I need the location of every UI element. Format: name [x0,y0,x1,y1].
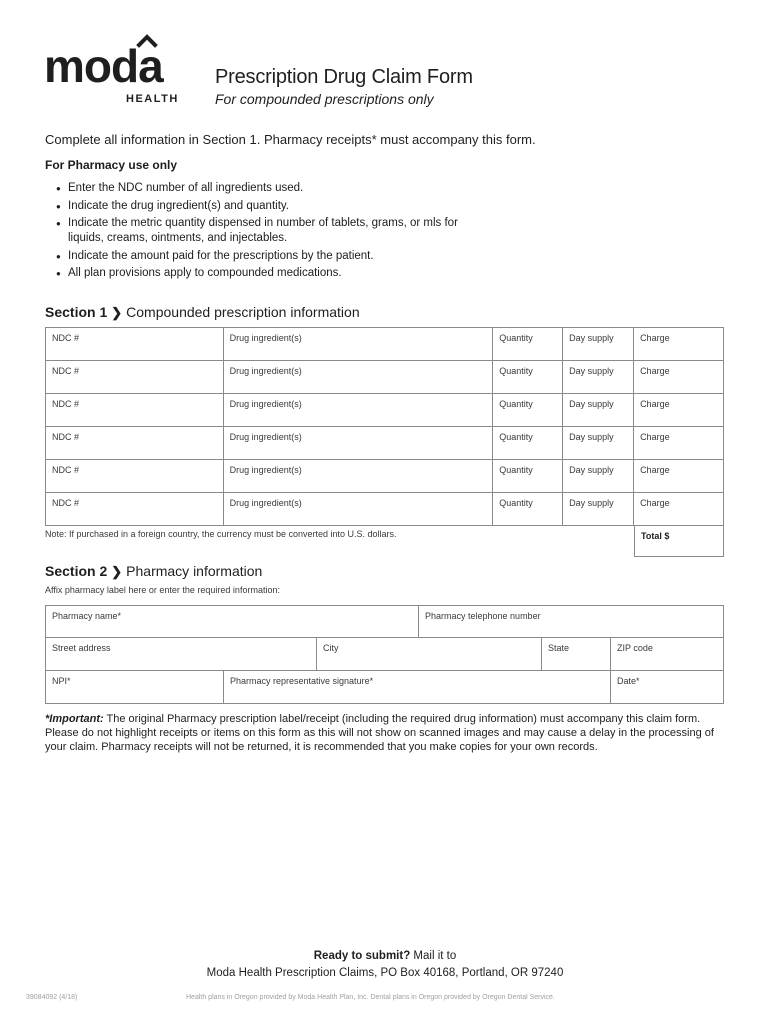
section-1-heading [45,304,360,321]
day-supply-cell[interactable]: Day supply [563,460,634,493]
table-row [46,394,724,427]
currency-note: Note: If purchased in a foreign country, the currency must be converted into U.S. dollars. [45,529,397,539]
pharmacy-use-heading: For Pharmacy use only [45,158,178,172]
chevron-right-icon: ❯ [111,564,123,579]
ready-to-submit [0,950,770,962]
drug-ingredient-cell[interactable]: Drug ingredient(s) [223,394,493,427]
quantity-cell[interactable]: Quantity [493,493,563,526]
instruction-item: ● All plan provisions apply to compounded medications. [56,266,476,281]
date-field[interactable]: Date* [610,670,724,704]
ready-label: Ready to submit? [313,950,411,962]
quantity-cell[interactable]: Quantity [493,361,563,394]
quantity-cell[interactable]: Quantity [493,427,563,460]
logo-word: moda [44,40,163,92]
day-supply-cell[interactable]: Day supply [563,361,634,394]
charge-cell[interactable]: Charge [634,394,724,427]
pharmacy-name-field[interactable]: Pharmacy name* [45,605,419,638]
mailing-address: Moda Health Prescription Claims, PO Box 40168, Portland, OR 97240 [206,967,564,979]
ndc-cell[interactable]: NDC # [46,328,224,361]
ndc-cell[interactable]: NDC # [46,361,224,394]
charge-cell[interactable]: Charge [634,328,724,361]
quantity-cell[interactable]: Quantity [493,460,563,493]
page-title: Prescription Drug Claim Form [215,66,473,88]
table-row [46,427,724,460]
ready-text: Mail it to [410,950,457,962]
important-text: The original Pharmacy prescription label/receipt (including the required drug information) must accompany this claim form. Please do not highlight receipts or items on this form as this will not show on scanned images and may cause a delay in the processing of your claim. Pharmacy receipts will not be returned, it is recommended that you make copies for your own records. [45,713,714,753]
street-address-field[interactable]: Street address [45,637,317,671]
section-1-title: Compounded prescription information [126,304,360,320]
instruction-item: ● Indicate the amount paid for the prescriptions by the patient. [56,249,476,264]
signature-field[interactable]: Pharmacy representative signature* [223,670,611,704]
table-row [46,493,724,526]
charge-cell[interactable]: Charge [634,427,724,460]
logo-sub: HEALTH [126,93,179,105]
quantity-cell[interactable]: Quantity [493,328,563,361]
section-2-number: Section 2 [45,563,108,579]
charge-cell[interactable]: Charge [634,361,724,394]
zip-code-field[interactable]: ZIP code [610,637,724,671]
intro-text: Complete all information in Section 1. Pharmacy receipts* must accompany this form. [45,132,536,147]
section-1-number: Section 1 [45,304,108,320]
drug-ingredient-cell[interactable]: Drug ingredient(s) [223,328,493,361]
pharmacy-instructions [56,181,476,284]
day-supply-cell[interactable]: Day supply [563,493,634,526]
quantity-cell[interactable]: Quantity [493,394,563,427]
ndc-cell[interactable]: NDC # [46,427,224,460]
total-field[interactable]: Total $ [634,525,724,557]
drug-ingredient-cell[interactable]: Drug ingredient(s) [223,493,493,526]
instruction-item: ● Indicate the drug ingredient(s) and quantity. [56,199,476,214]
compounded-prescription-table [45,327,724,526]
footer-disclaimer: Health plans in Oregon provided by Moda Health Plan, Inc. Dental plans in Oregon provided by Oregon Dental Service. [186,994,555,1001]
section-2-title: Pharmacy information [126,563,263,579]
important-label: *Important: [45,713,104,725]
drug-ingredient-cell[interactable]: Drug ingredient(s) [223,361,493,394]
page-subtitle: For compounded prescriptions only [215,91,434,107]
form-code: 39084092 (4/18) [26,994,78,1001]
table-row [46,460,724,493]
day-supply-cell[interactable]: Day supply [563,328,634,361]
ndc-cell[interactable]: NDC # [46,394,224,427]
chevron-right-icon: ❯ [111,305,123,320]
moda-health-logo [44,34,184,106]
npi-field[interactable]: NPI* [45,670,224,704]
ndc-cell[interactable]: NDC # [46,460,224,493]
important-notice [45,712,730,754]
title-block [215,66,473,107]
charge-cell[interactable]: Charge [634,493,724,526]
city-field[interactable]: City [316,637,542,671]
drug-ingredient-cell[interactable]: Drug ingredient(s) [223,427,493,460]
section-2-heading [45,563,262,580]
table-row [46,328,724,361]
affix-instruction: Affix pharmacy label here or enter the required information: [45,585,280,595]
ndc-cell[interactable]: NDC # [46,493,224,526]
drug-ingredient-cell[interactable]: Drug ingredient(s) [223,460,493,493]
day-supply-cell[interactable]: Day supply [563,427,634,460]
table-row [46,361,724,394]
charge-cell[interactable]: Charge [634,460,724,493]
day-supply-cell[interactable]: Day supply [563,394,634,427]
pharmacy-phone-field[interactable]: Pharmacy telephone number [418,605,724,638]
instruction-item: ● Enter the NDC number of all ingredients used. [56,181,476,196]
instruction-item: ● Indicate the metric quantity dispensed in number of tablets, grams, or mls for liquids, creams, ointments, and injectables. [56,216,476,246]
state-field[interactable]: State [541,637,611,671]
